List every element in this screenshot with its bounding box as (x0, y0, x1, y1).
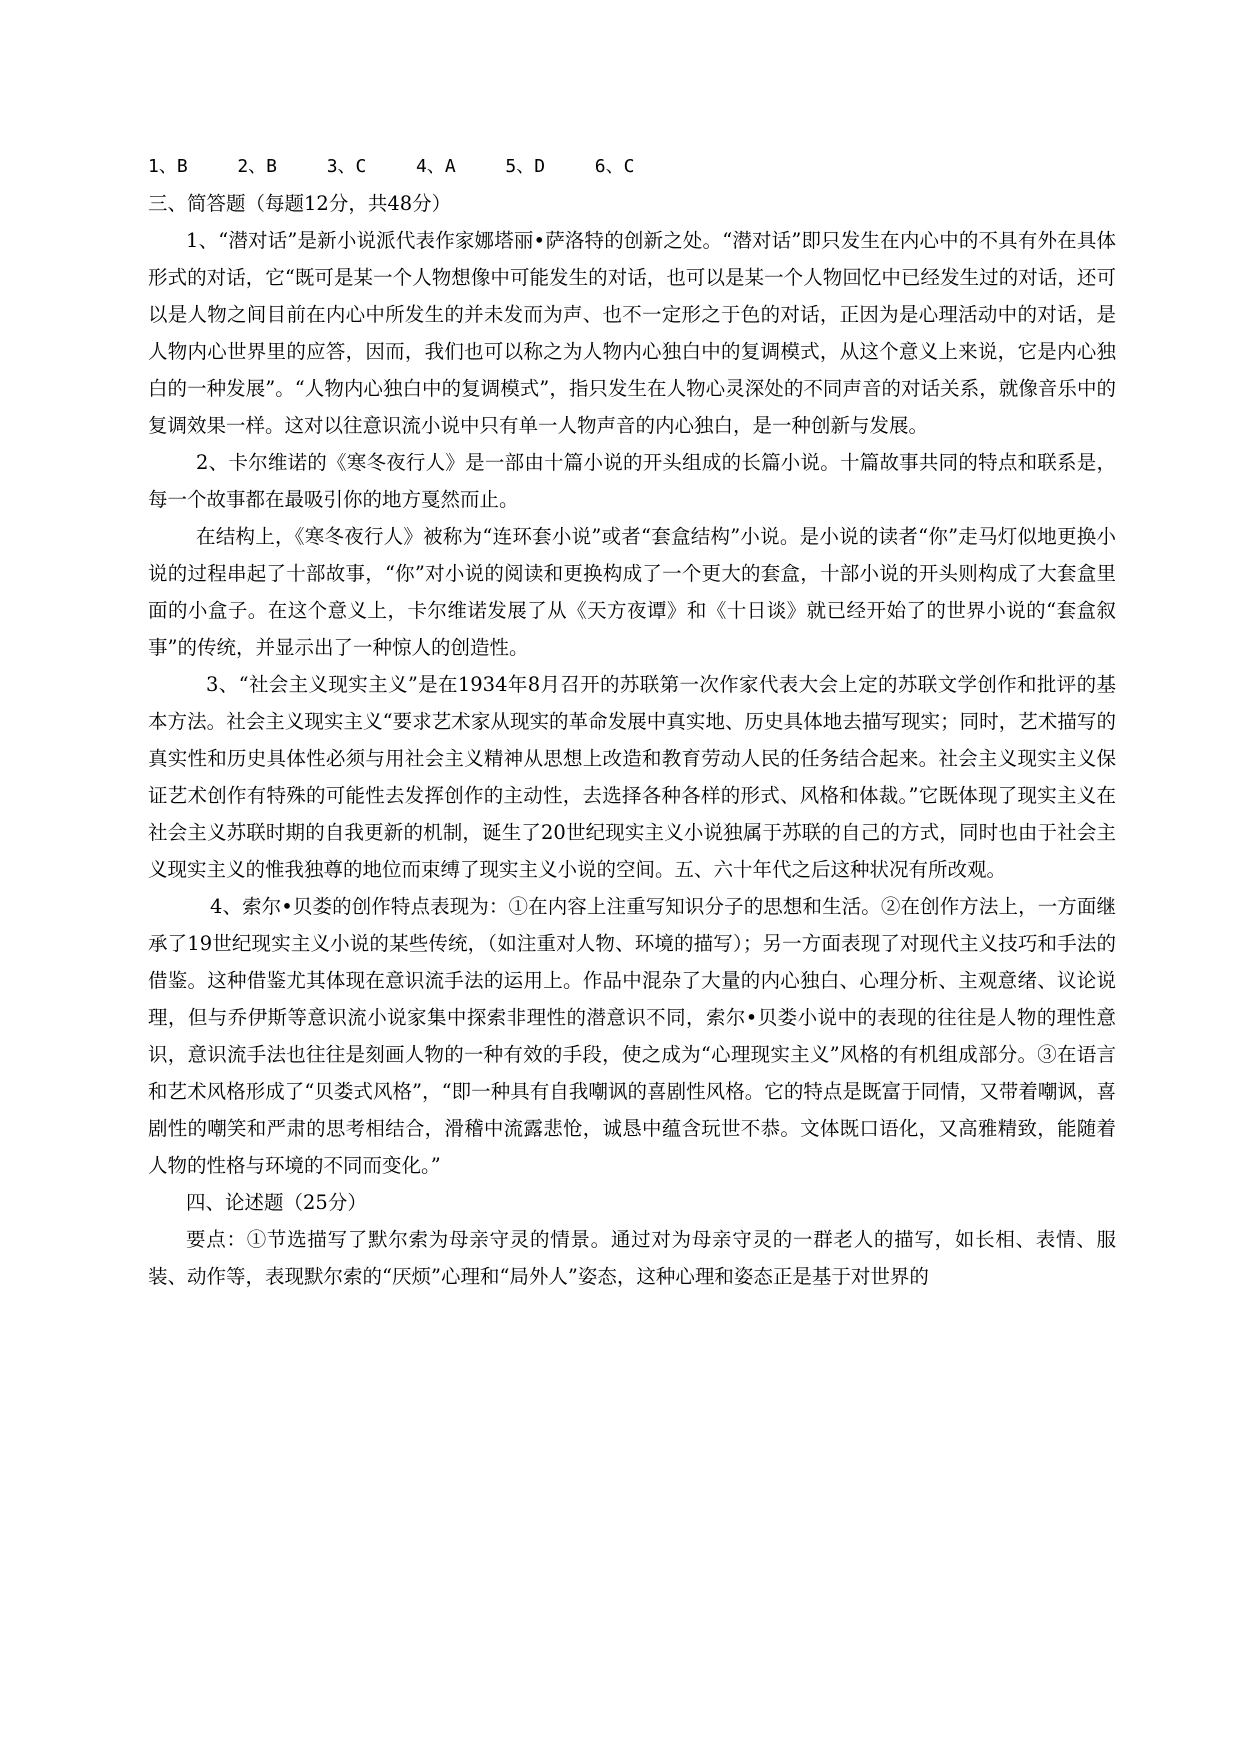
answer-2-part-1: 2、卡尔维诺的《寒冬夜行人》是一部由十篇小说的开头组成的长篇小说。十篇故事共同的特点和联系是，每一个故事都在最吸引你的地方戛然而止。 (148, 451, 1116, 511)
answer-1: 1、“潜对话”是新小说派代表作家娜塔丽•萨洛特的创新之处。“潜对话”即只发生在内心中的不具有外在具体形式的对话，它“既可是某一个人物想像中可能发生的对话，也可以是某一个人物回忆中已经发生过的对话，还可以是人物之间目前在内心中所发生的并未发而为声、也不一定形之于色的对话，正因为是心理活动中的对话，是人物内心世界里的应答，因而，我们也可以称之为人物内心独白中的复调模式，从这个意义上来说，它是内心独白的一种发展”。“人物内心独白中的复调模式”，指只发生在人物心灵深处的不同声音的对话关系，就像音乐中的复调效果一样。这对以往意识流小说中只有单一人物声音的内心独白，是一种创新与发展。 (148, 229, 1116, 437)
answer-3: 3、“社会主义现实主义”是在1934年8月召开的苏联第一次作家代表大会上定的苏联文学创作和批评的基本方法。社会主义现实主义“要求艺术家从现实的革命发展中真实地、历史具体地去描写现实；同时，艺术描写的真实性和历史具体性必须与用社会主义精神从思想上改造和教育劳动人民的任务结合起来。社会主义现实主义保证艺术创作有特殊的可能性去发挥创作的主动性，去选择各种各样的形式、风格和体裁。”它既体现了现实主义在社会主义苏联时期的自我更新的机制，诞生了20世纪现实主义小说独属于苏联的自己的方式，同时也由于社会主义现实主义的惟我独尊的地位而束缚了现实主义小说的空间。五、六十年代之后这种状况有所改观。 (148, 673, 1116, 881)
answer-2-part-2: 在结构上，《寒冬夜行人》被称为“连环套小说”或者“套盒结构”小说。是小说的读者“你”走马灯似地更换小说的过程串起了十部故事，“你”对小说的阅读和更换构成了一个更大的套盒，十部小说的开头则构成了大套盒里面的小盒子。在这个意义上，卡尔维诺发展了从《天方夜谭》和《十日谈》就已经开始了的世界小说的“套盒叙事”的传统，并显示出了一种惊人的创造性。 (148, 525, 1116, 659)
section-3-title: 三、简答题（每题12分，共48分） (148, 192, 452, 215)
answers-line: 1、B 2、B 3、C 4、A 5、D 6、C (148, 156, 635, 177)
answer-4: 4、索尔•贝娄的创作特点表现为：①在内容上注重写知识分子的思想和生活。②在创作方法上，一方面继承了19世纪现实主义小说的某些传统，（如注重对人物、环境的描写）；另一方面表现了对现代主义技巧和手法的借鉴。这种借鉴尤其体现在意识流手法的运用上。作品中混杂了大量的内心独白、心理分析、主观意绪、议论说理，但与乔伊斯等意识流小说家集中探索非理性的潜意识不同，索尔•贝娄小说中的表现的往往是人物的理性意识，意识流手法也往往是刻画人物的一种有效的手段，使之成为“心理现实主义”风格的有机组成部分。③在语言和艺术风格形成了“贝娄式风格”，“即一种具有自我嘲讽的喜剧性风格。它的特点是既富于同情，又带着嘲讽，喜剧性的嘲笑和严肃的思考相结合，滑稽中流露悲怆，诚恳中蕴含玩世不恭。文体既口语化，又高雅精致，能随着人物的性格与环境的不同而变化。” (148, 895, 1116, 1177)
essay-answer: 要点：①节选描写了默尔索为母亲守灵的情景。通过对为母亲守灵的一群老人的描写，如长相、表情、服装、动作等，表现默尔索的“厌烦”心理和“局外人”姿态，这种心理和姿态正是基于对世界的 (148, 1228, 1116, 1288)
document-page (148, 148, 1116, 1295)
section-4-title: 四、论述题（25分） (186, 1191, 367, 1214)
